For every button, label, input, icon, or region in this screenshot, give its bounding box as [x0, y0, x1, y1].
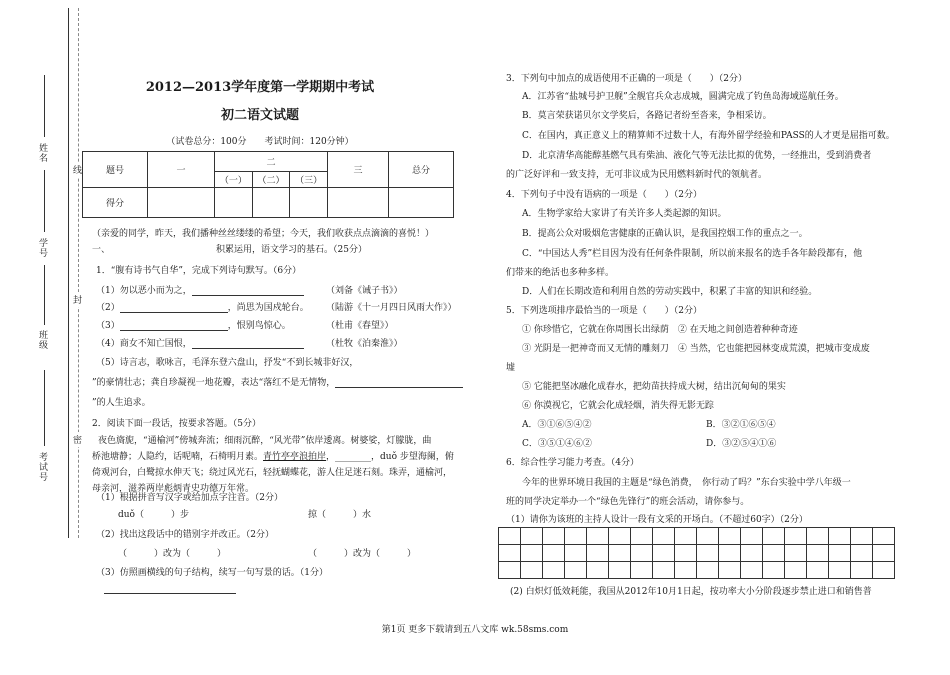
q5-option-d: D．③②⑤④①⑥ — [706, 439, 777, 449]
q3-option-a: A．江苏省“盐城号护卫舰”全舰官兵众志成城，圆满完成了钓鱼岛海域巡航任务。 — [522, 92, 844, 102]
q2-sub3: （3）仿照画横线的句子结构，续写一句写景的话。（1分） — [96, 568, 328, 578]
class-blank — [44, 265, 45, 325]
side-label-exam-no: 考试号 — [37, 452, 47, 482]
score-table-header-total: 总分 — [389, 152, 454, 188]
q1-item4-text: （4）商女不知亡国恨， — [96, 339, 192, 349]
q2-sub1-a: duǒ（ ）步 — [118, 510, 189, 520]
exam-title: 2012—2013学年度第一学期期中考试 — [145, 80, 375, 95]
q5-option-c: C．③⑤①④⑥② — [522, 439, 592, 449]
side-label-name: 姓名 — [37, 143, 47, 163]
score-table-header-part1: 一 — [148, 152, 215, 188]
side-label-student-id: 学号 — [37, 238, 47, 258]
q1-item5-line1: （5）诗言志，歌咏言，毛泽东登六盘山，抒发“不到长城非好汉， — [96, 358, 359, 368]
q2-sub2: （2）找出这段话中的错别字并改正。（2分） — [96, 530, 274, 540]
score-table-sub-1: （一） — [215, 172, 253, 188]
exam-subtitle: 初二语文试题 — [220, 108, 299, 123]
q5-stem: 5．下列选项排序最恰当的一项是（ ）（2分） — [506, 306, 702, 316]
q4-option-c-line1: C．“中国达人秀”栏目因为没有任何条件限制，所以前来报名的选手各年龄段都有，他 — [522, 249, 863, 259]
q1-item4-source: （杜牧《泊秦淮》） — [326, 339, 403, 349]
q3-option-b: B．莫言荣获诺贝尔文学奖后，各路记者纷至沓来，争相采访。 — [522, 111, 772, 121]
q2-para-line1: 夜色旖旎，“通榆河”傍城奔流；细雨沉醉，“风光带”依岸逶离。树婆娑，灯朦胧，曲 — [98, 436, 432, 446]
q1-item1-source: （刘备《诫子书》） — [326, 286, 403, 296]
q1-item2-blank — [120, 301, 228, 313]
q1-item5-line2-text: ”的豪情壮志；龚自珍凝视一地花瓣，表达“落红不是无情物， — [92, 378, 336, 388]
q6-para-line2: 班的同学决定举办一个“绿色先锋行”的班会活动，请你参与。 — [506, 497, 750, 507]
q1-item1-blank — [192, 284, 304, 296]
q4-stem: 4．下列句子中没有语病的一项是（ ）（2分） — [506, 190, 702, 200]
intro-text: （亲爱的同学，昨天，我们播种丝丝缕缕的希望；今天，我们收获点点滴滴的喜悦！） — [92, 229, 435, 239]
score-table-row-defen: 得分 — [83, 188, 148, 218]
q2-para-line2-text: 桥池塘静；人隐约，话呢喃，石椅明月素。 — [92, 452, 264, 462]
q2-para-line2 — [92, 449, 454, 462]
score-cell — [215, 188, 253, 218]
q5-line2: ③ 光阴是一把神奇而又无情的雕刻刀 ④ 当然，它也能把园林变成荒漠，把城市变成废 — [522, 344, 870, 354]
seal-char-line: 线 — [73, 162, 82, 177]
q3-option-c: C．在国内，真正意义上的精算师不过数十人，有海外留学经验和PASS的人才更是屈指可数。 — [522, 131, 895, 141]
q5-line4: ⑤ 它能把坚冰融化成春水，把幼苗扶持成大树，结出沉甸甸的果实 — [522, 382, 786, 392]
q2-para-line4: 母亲河，滋养两岸彪炳青史功德万年常。 — [92, 484, 255, 494]
score-table-header-part2: 二 — [215, 152, 328, 172]
q2-para-line3: 倚观河台，白鹭掠水伸天飞；绕过风光石，轻抚蝴蝶花，游人住足迷石刻。珠弄，通榆河， — [92, 468, 453, 478]
score-table-sub-3: （三） — [290, 172, 328, 188]
q2-sub2-a: （ ）改为（ ） — [118, 549, 227, 559]
q6-stem: 6．综合性学习能力考查。（4分） — [506, 458, 639, 468]
q1-item3-text: ，恨别鸟惊心。 — [227, 321, 291, 331]
q1-item1-text: （1）勿以恶小而为之， — [96, 286, 192, 296]
q5-line5: ⑥ 你漠视它，它就会化成轻烟，消失得无影无踪 — [522, 401, 714, 411]
q1-item2-source: （陆游《十一月四日风雨大作》） — [326, 303, 457, 313]
q1-item2 — [96, 300, 309, 313]
q1-item5-blank — [335, 376, 463, 388]
q3-stem: 3．下列句中加点的成语使用不正确的一项是（ ）（2分） — [506, 74, 747, 84]
exam-no-blank — [44, 370, 45, 446]
q2-para-line2-tail: ，________，duǒ 步望海阑，俯 — [326, 452, 454, 462]
side-label-class: 班级 — [37, 330, 47, 350]
q1-item5-line2 — [92, 375, 463, 388]
score-table — [82, 151, 454, 218]
q5-line3: 墟 — [506, 363, 516, 373]
q6-para-line1: 今年的世界环境日我国的主题是“绿色消费， 你行动了吗？”东台实验中学八年级一 — [522, 478, 851, 488]
q2-stem: 2．阅读下面一段话，按要求答题。（5分） — [92, 419, 261, 429]
score-cell — [252, 188, 290, 218]
q4-option-a: A．生物学家给大家讲了有关许多人类起源的知识。 — [522, 209, 727, 219]
q1-item5-line3: ”的人生追求。 — [92, 398, 151, 408]
q1-item1 — [96, 283, 304, 296]
section1-number: 一、 — [92, 245, 111, 255]
writing-grid[interactable] — [498, 527, 895, 579]
score-table-header-part3: 三 — [328, 152, 389, 188]
score-table-header-tihao: 题号 — [83, 152, 148, 188]
score-cell — [148, 188, 215, 218]
q1-item3-source: （杜甫《春望》） — [326, 321, 394, 331]
q6-sub2: (2) 白炽灯低效耗能，我国从2012年10月1日起，按功率大小分阶段逐步禁止进口和销售普 — [510, 587, 872, 597]
page-footer: 第1页 更多下载请到五八文库 wk.58sms.com — [381, 625, 569, 635]
q4-option-d: D．人们在长期改造和利用自然的劳动实践中，积累了丰富的知识和经验。 — [522, 287, 818, 297]
q5-option-b: B．③②①⑥⑤④ — [706, 420, 776, 430]
student-id-blank — [44, 170, 45, 232]
score-cell — [389, 188, 454, 218]
q1-item2-text: ，尚思为国戍轮台。 — [227, 303, 309, 313]
q1-item3-blank — [120, 319, 228, 331]
q1-item3 — [96, 318, 291, 331]
q6-sub1: （1）请你为该班的主持人设计一段有文采的开场白。（不超过60字）（2分） — [506, 515, 808, 525]
q4-option-b: B．提高公众对吸烟危害健康的正确认识，是我国控烟工作的重点之一。 — [522, 229, 808, 239]
q2-underlined-sentence: 青竹亭亭浪拍岸 — [263, 452, 327, 462]
q3-option-d-line2: 的广泛好评和一致支持，无可非议成为民用燃料新时代的领航者。 — [506, 170, 768, 180]
q1-stem: 1．“腹有诗书气自华”，完成下列诗句默写。（6分） — [96, 266, 302, 276]
q1-item2-num: （2） — [96, 303, 120, 313]
q3-option-d-line1: D．北京清华高能醇基燃气具有柴油、液化气等无法比拟的优势，一经推出，受到消费者 — [522, 151, 872, 161]
q1-item3-num: （3） — [96, 321, 120, 331]
q2-sub3-answer-line — [104, 593, 236, 594]
q1-item4 — [96, 336, 304, 349]
q4-option-c-line2: 们带来的绝活也多种多样。 — [506, 268, 615, 278]
section1-heading: 积累运用，语文学习的基石。（25分） — [216, 245, 367, 255]
seal-char-secret: 密 — [73, 432, 82, 447]
q2-sub1-b: 掠（ ）水 — [308, 510, 372, 520]
q2-sub2-b: （ ）改为（ ） — [308, 549, 417, 559]
seal-char-seal: 封 — [73, 292, 82, 307]
score-table-sub-2: （二） — [252, 172, 290, 188]
q1-item4-blank — [192, 337, 304, 349]
exam-meta: （试卷总分：100分 考试时间：120分钟） — [166, 137, 354, 147]
score-cell — [290, 188, 328, 218]
q5-line1: ① 你珍惜它，它就在你周围长出绿荫 ② 在天地之间创造着种种奇迹 — [522, 325, 798, 335]
q2-sub1: （1）根据拼音写汉字或给加点字注音。（2分） — [96, 493, 283, 503]
q5-option-a: A．③①⑥⑤④② — [522, 420, 592, 430]
score-cell — [328, 188, 389, 218]
